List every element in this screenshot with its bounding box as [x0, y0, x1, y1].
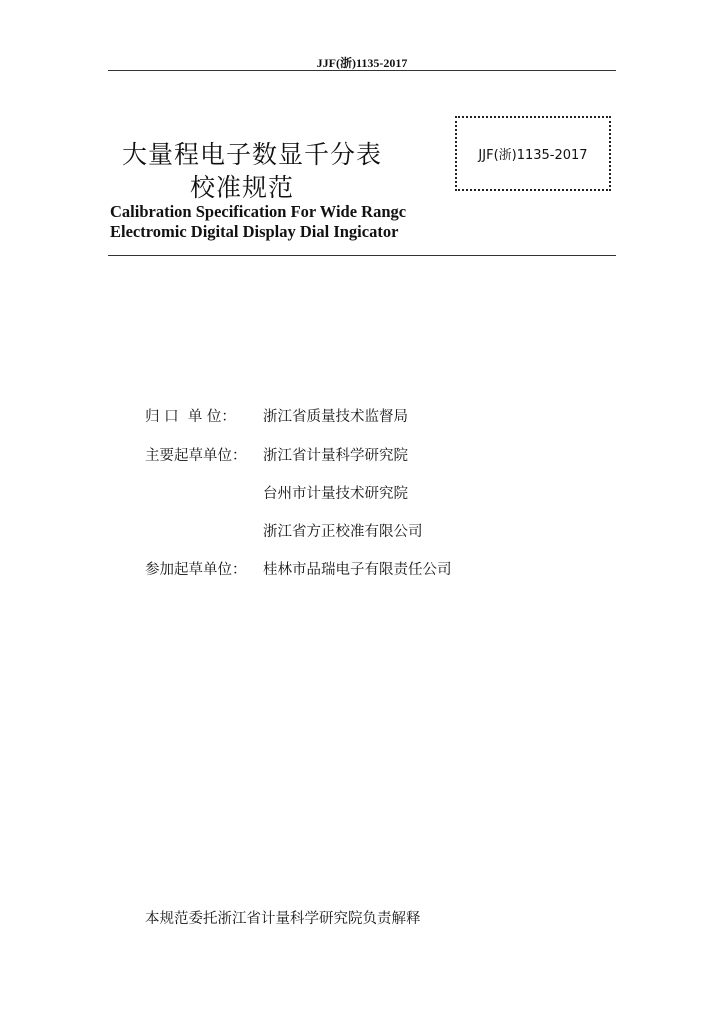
participating-unit-label: 参加起草单位：: [145, 562, 247, 578]
responsible-unit-label: 归 口 单 位：: [145, 409, 236, 425]
responsible-unit-value: 浙江省质量技术监督局: [263, 409, 408, 425]
drafting-unit-value: 台州市计量技术研究院: [263, 486, 408, 502]
specification-code-box: [455, 116, 611, 191]
title-divider: [108, 255, 616, 256]
interpretation-note: 本规范委托浙江省计量科学研究院负责解释: [145, 911, 421, 927]
header-divider: [108, 70, 616, 71]
title-english-line-1: Calibration Specification For Wide Rangc: [110, 202, 407, 221]
title-chinese-line-2: 校准规范: [190, 173, 295, 202]
specification-code: JJF(浙)1135-2017: [478, 148, 588, 163]
title-chinese-line-1: 大量程电子数显千分表: [122, 140, 383, 169]
drafting-unit-label: 主要起草单位：: [145, 448, 247, 464]
drafting-unit-value: 浙江省方正校准有限公司: [263, 524, 423, 540]
participating-unit-value: 桂林市品瑞电子有限责任公司: [263, 562, 452, 578]
title-english-line-2: Electromic Digital Display Dial Ingicator: [110, 222, 399, 241]
drafting-unit-value: 浙江省计量科学研究院: [263, 448, 408, 464]
running-header-code: JJF(浙)1135-2017: [316, 56, 408, 70]
